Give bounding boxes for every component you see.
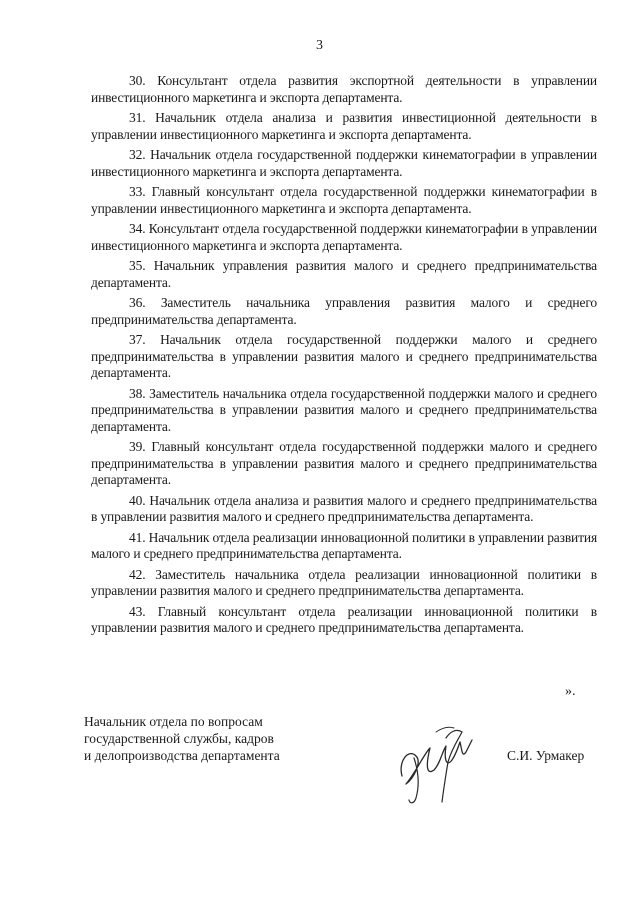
list-item: 31. Начальник отдела анализа и развития инвестиционной деятельности в управлении инвестиционного маркетинга и экспорта департамента. bbox=[91, 110, 597, 142]
list-item: 30. Консультант отдела развития экспортной деятельности в управлении инвестиционного маркетинга и экспорта департамента. bbox=[91, 73, 597, 105]
list-item: 35. Начальник управления развития малого и среднего предпринимательства департамента. bbox=[91, 258, 597, 290]
list-item: 41. Начальник отдела реализации инновационной политики в управлении развития малого и среднего предпринимательства департамента. bbox=[91, 529, 597, 561]
list-item: 39. Главный консультант отдела государственной поддержки малого и среднего предпринимательства в управлении развития малого и среднего предпринимательства департамента. bbox=[91, 439, 597, 487]
list-item: 34. Консультант отдела государственной поддержки кинематографии в управлении инвестиционного маркетинга и экспорта департамента. bbox=[91, 221, 597, 253]
handwritten-signature bbox=[396, 718, 476, 808]
list-item: 38. Заместитель начальника отдела государственной поддержки малого и среднего предпринимательства в управлении развития малого и среднего предпринимательства департамента. bbox=[91, 385, 597, 434]
list-item: 43. Главный консультант отдела реализации инновационной политики в управлении развития малого и среднего предпринимательства департамента. bbox=[91, 603, 597, 635]
page-number: 3 bbox=[316, 38, 323, 53]
list-item: 37. Начальник отдела государственной поддержки малого и среднего предпринимательства в управлении развития малого и среднего предпринимательства департамента. bbox=[91, 332, 597, 380]
signatory-title: Начальник отдела по вопросам государственной службы, кадров и делопроизводства департамента bbox=[84, 714, 280, 763]
list-item: 40. Начальник отдела анализа и развития малого и среднего предпринимательства в управлении развития малого и среднего предпринимательства департамента. bbox=[91, 492, 597, 524]
list-item: 32. Начальник отдела государственной поддержки кинематографии в управлении инвестиционного маркетинга и экспорта департамента. bbox=[91, 147, 597, 179]
list-item: 36. Заместитель начальника управления развития малого и среднего предпринимательства департамента. bbox=[91, 295, 597, 327]
list-item: 42. Заместитель начальника отдела реализации инновационной политики в управлении развития малого и среднего предпринимательства департамента. bbox=[91, 566, 597, 598]
appointment-list bbox=[91, 73, 597, 641]
signatory-name: С.И. Урмакер bbox=[507, 748, 585, 763]
list-item: 33. Главный консультант отдела государственной поддержки кинематографии в управлении инвестиционного маркетинга и экспорта департамента. bbox=[91, 184, 597, 216]
closing-quote-mark: ». bbox=[565, 684, 576, 699]
